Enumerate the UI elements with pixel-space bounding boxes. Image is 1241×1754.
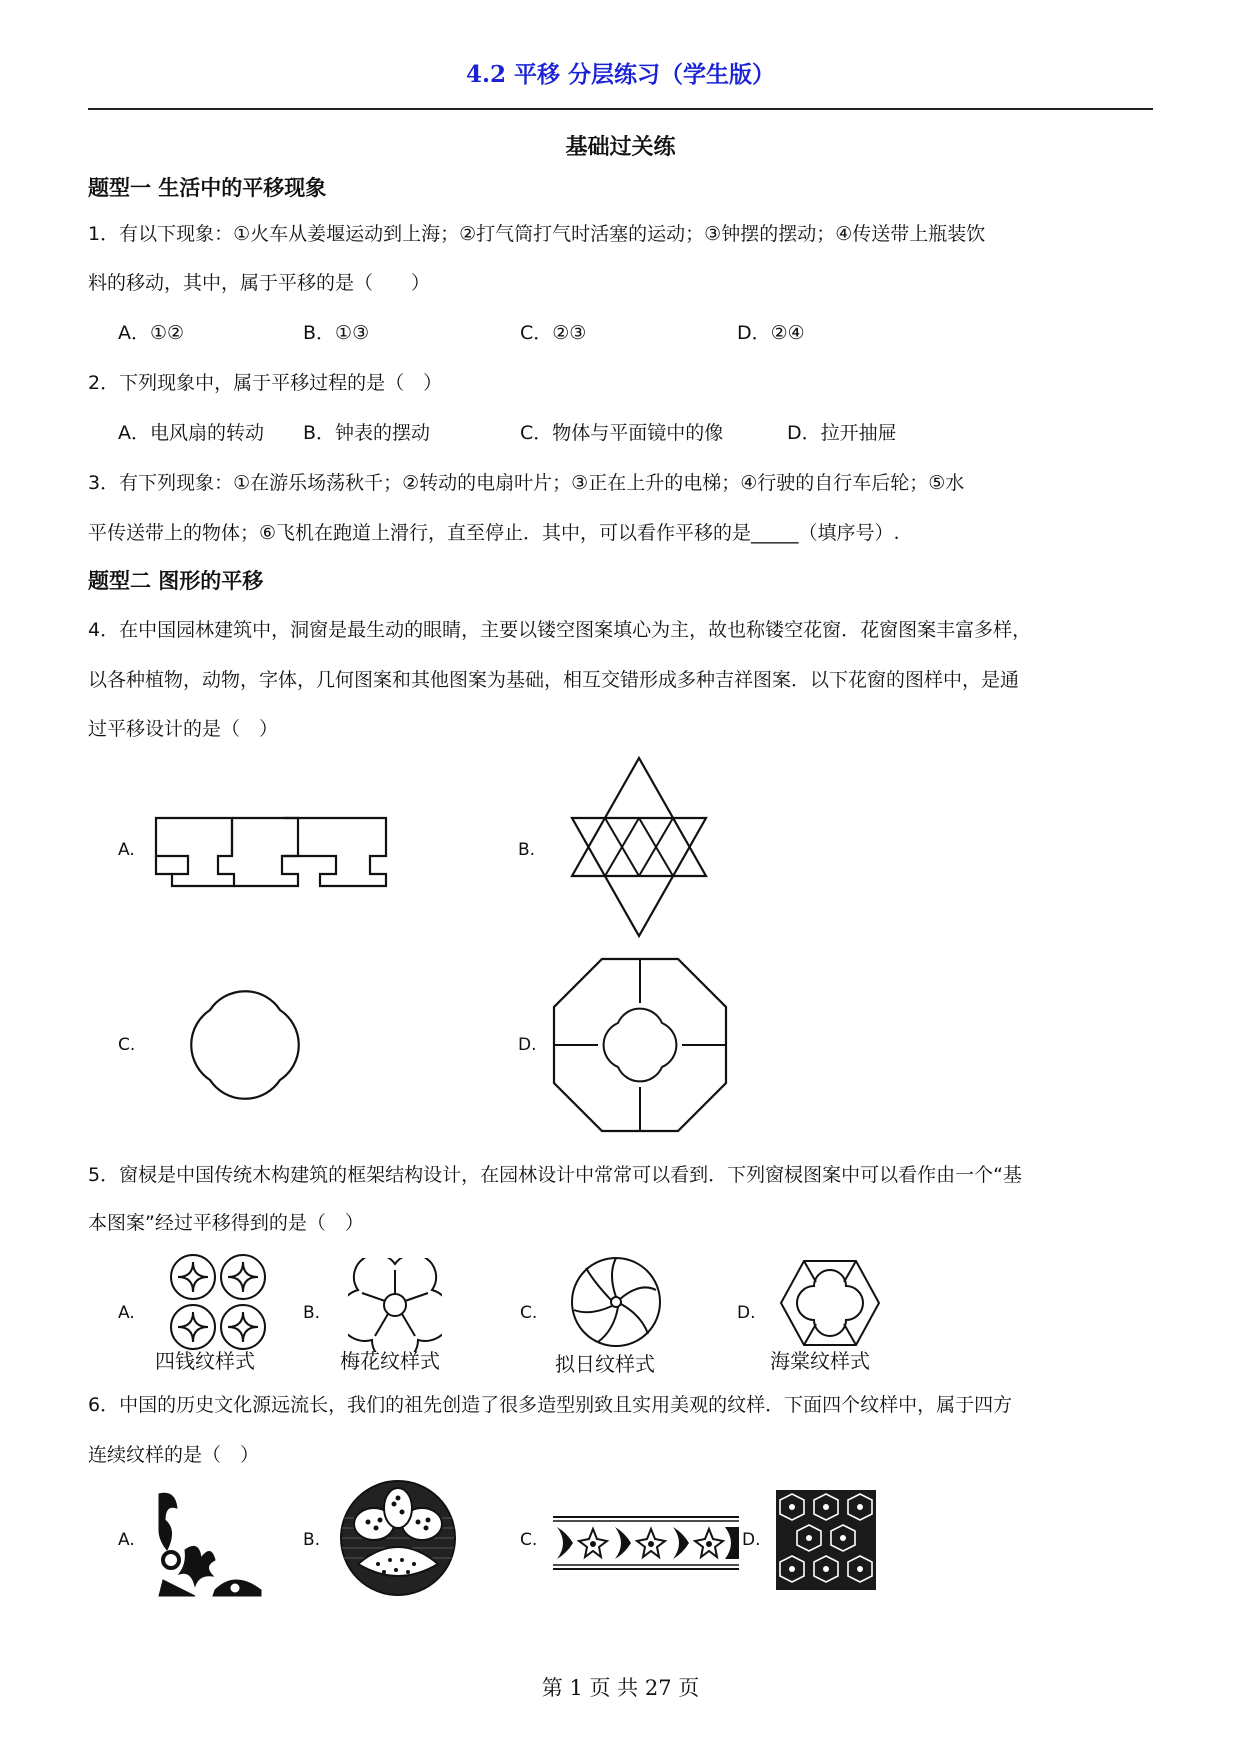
q2-option-d[interactable]: D．拉开抽屉 xyxy=(787,422,897,444)
section-title: 基础过关练 xyxy=(565,135,676,160)
q4-label-a[interactable]: A. xyxy=(118,840,135,860)
q4-figure-a-meander xyxy=(150,812,400,892)
type2-heading: 题型二 图形的平移 xyxy=(88,569,264,593)
q1-option-c[interactable]: C．②③ xyxy=(520,322,587,344)
q1-text-line2: 料的移动，其中，属于平移的是（ ） xyxy=(88,272,431,294)
q6-label-c[interactable]: C. xyxy=(520,1530,538,1550)
q1-text-line1: 1．有以下现象：①火车从姜堰运动到上海；②打气筒打气时活塞的运动；③钟摆的摆动；④传送带上瓶装饮 xyxy=(88,223,986,245)
q5-caption-a: 四钱纹样式 xyxy=(155,1349,255,1373)
q6-label-b[interactable]: B. xyxy=(303,1530,321,1550)
q2-text-line1: 2．下列现象中，属于平移过程的是（ ） xyxy=(88,372,443,394)
q5-text-line1: 5．窗棂是中国传统木构建筑的框架结构设计，在园林设计中常常可以看到．下列窗棂图案中可以看作由一个“基 xyxy=(88,1164,1022,1186)
q5-figure-a-coins xyxy=(168,1252,268,1352)
q3-text-line1: 3．有下列现象：①在游乐场荡秋千；②转动的电扇叶片；③正在上升的电梯；④行驶的自行车后轮；⑤水 xyxy=(88,472,965,494)
q6-figure-d-tile-pattern xyxy=(776,1490,876,1590)
q4-text-line2: 以各种植物，动物，字体，几何图案和其他图案为基础，相互交错形成多种吉祥图案．以下花窗的图样中，是通 xyxy=(88,669,1020,691)
q4-label-b[interactable]: B. xyxy=(518,840,536,860)
q6-text-line1: 6．中国的历史文化源远流长，我们的祖先创造了很多造型别致且实用美观的纹样．下面四个纹样中，属于四方 xyxy=(88,1394,1013,1416)
q1-option-a[interactable]: A．①② xyxy=(118,322,185,344)
q6-label-d[interactable]: D. xyxy=(742,1530,761,1550)
q5-label-b[interactable]: B. xyxy=(303,1303,321,1323)
q5-text-line2: 本图案”经过平移得到的是（ ） xyxy=(88,1212,364,1234)
q4-label-c[interactable]: C. xyxy=(118,1035,136,1055)
q6-label-a[interactable]: A. xyxy=(118,1530,135,1550)
q4-text-line3: 过平移设计的是（ ） xyxy=(88,718,279,740)
q2-option-a[interactable]: A．电风扇的转动 xyxy=(118,422,264,444)
q6-figure-a-corner-pattern xyxy=(155,1490,265,1600)
q6-figure-b-round-pattern xyxy=(338,1478,458,1598)
q4-text-line1: 4．在中国园林建筑中，洞窗是最生动的眼睛，主要以镂空图案填心为主，故也称镂空花窗．花窗图案丰富多样， xyxy=(88,619,1032,641)
q5-label-c[interactable]: C. xyxy=(520,1303,538,1323)
type1-heading: 题型一 生活中的平移现象 xyxy=(88,176,327,200)
q4-label-d[interactable]: D. xyxy=(518,1035,537,1055)
q4-figure-b-star xyxy=(548,752,730,942)
q5-label-d[interactable]: D. xyxy=(737,1303,756,1323)
q5-label-a[interactable]: A. xyxy=(118,1303,135,1323)
title-divider xyxy=(88,108,1153,110)
q5-caption-b: 梅花纹样式 xyxy=(340,1349,440,1373)
q5-figure-d-begonia xyxy=(778,1258,882,1348)
document-title: 4.2 平移 分层练习（学生版） xyxy=(465,61,776,88)
q5-caption-c: 拟日纹样式 xyxy=(555,1352,655,1376)
q1-option-b[interactable]: B．①③ xyxy=(303,322,370,344)
q5-figure-b-plum xyxy=(348,1258,442,1352)
q5-caption-d: 海棠纹样式 xyxy=(770,1349,870,1373)
q3-text-line2: 平传送带上的物体；⑥飞机在跑道上滑行，直至停止．其中，可以看作平移的是_____（填序号）. xyxy=(88,522,900,544)
q1-option-d[interactable]: D．②④ xyxy=(737,322,805,344)
page-footer: 第 1 页 共 27 页 xyxy=(541,1676,700,1700)
q6-figure-c-border-pattern xyxy=(553,1515,739,1571)
q4-figure-c-quatrefoil xyxy=(150,950,340,1140)
q4-figure-d-octagon xyxy=(550,955,730,1135)
q2-option-b[interactable]: B．钟表的摆动 xyxy=(303,422,431,444)
q5-figure-c-sun xyxy=(568,1254,664,1350)
q6-text-line2: 连续纹样的是（ ） xyxy=(88,1444,260,1466)
q2-option-c[interactable]: C．物体与平面镜中的像 xyxy=(520,422,724,444)
